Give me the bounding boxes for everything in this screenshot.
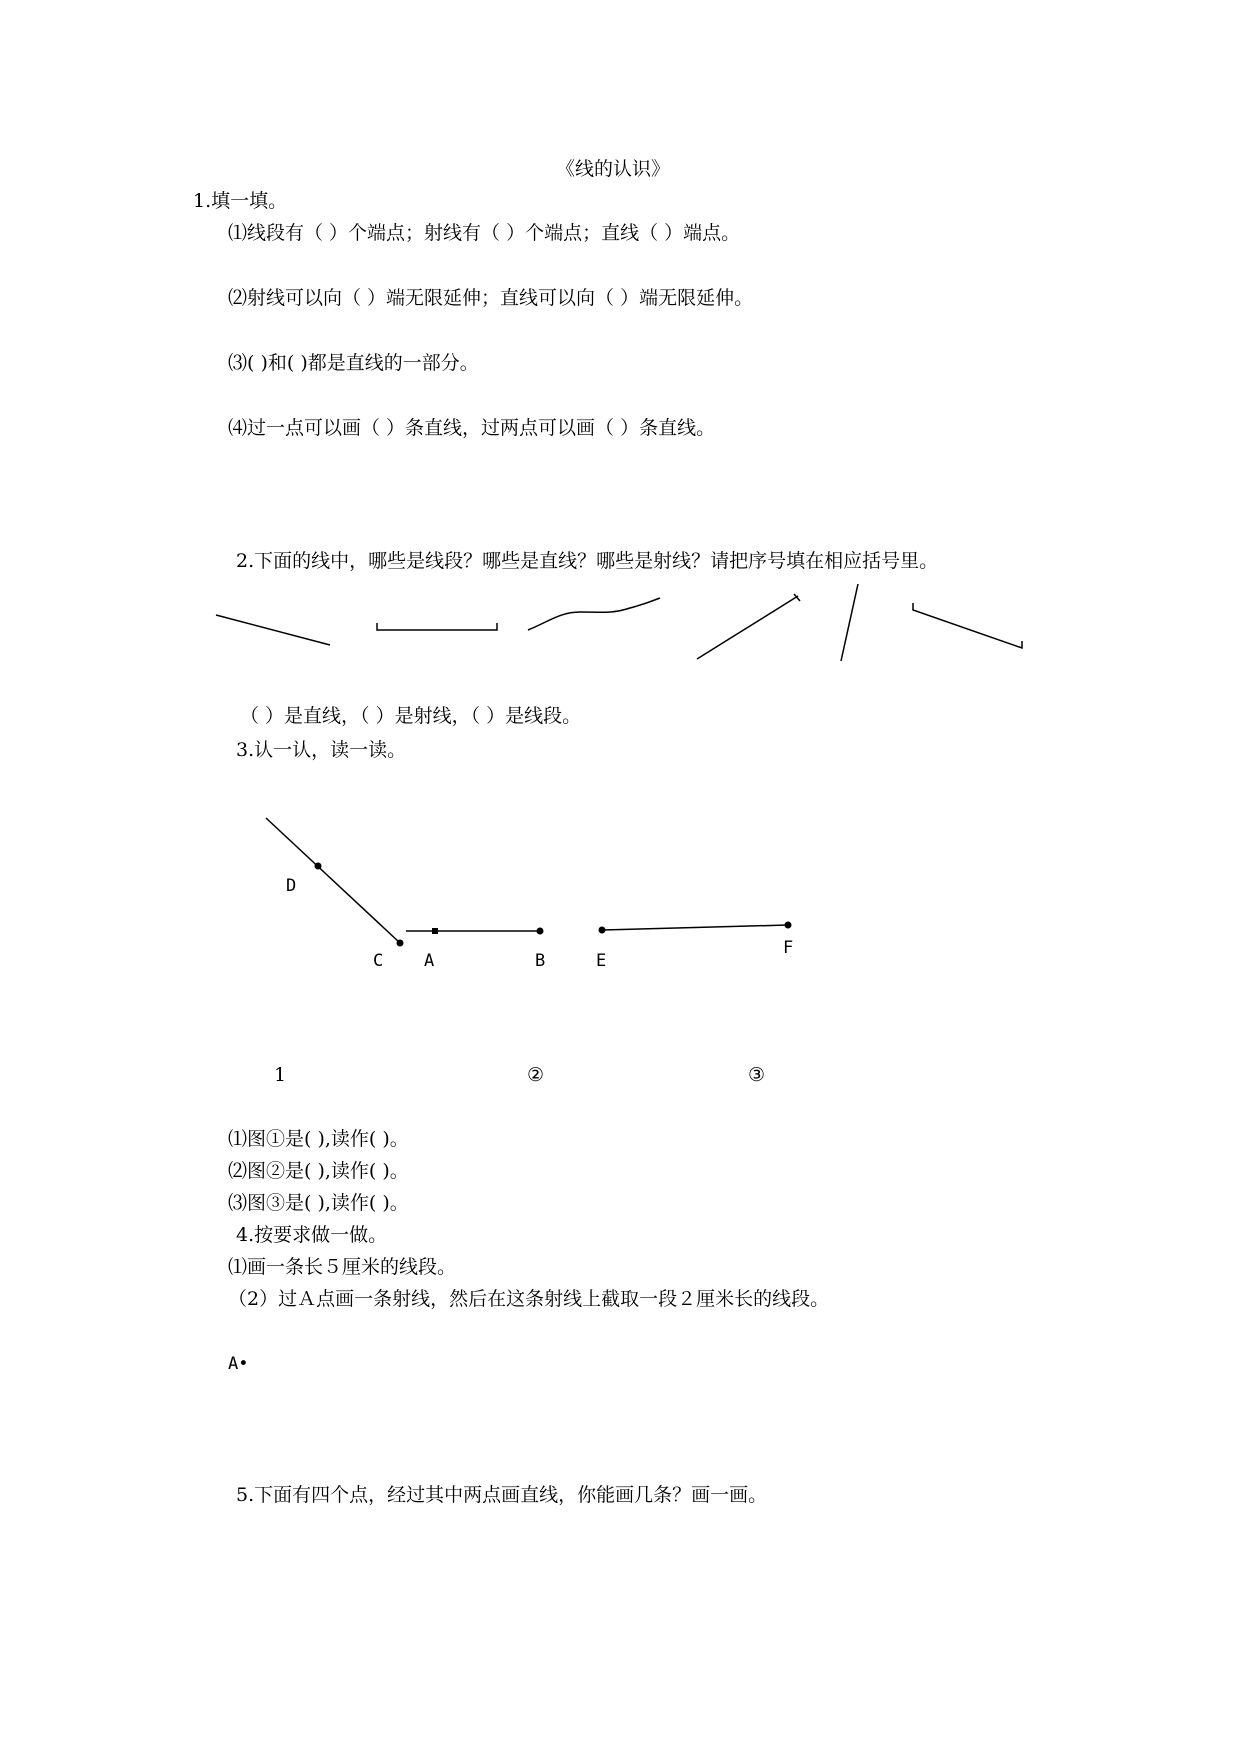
q2-heading: 2.下面的线中，哪些是线段？哪些是直线？哪些是射线？请把序号填在相应括号里。 xyxy=(236,550,939,572)
q2-answer-line: （ ）是直线，（ ）是射线，（ ）是线段。 xyxy=(240,705,582,727)
q2-line-5 xyxy=(841,584,858,661)
q2-line-3 xyxy=(528,598,660,630)
q1-item-4: ⑷过一点可以画（ ）条直线，过两点可以画（ ）条直线。 xyxy=(228,417,716,439)
page-title: 《线的认识》 xyxy=(556,158,671,180)
q4-point-a: A• xyxy=(228,1354,249,1374)
q3-label-f: F xyxy=(783,938,794,958)
q3-item-3: ⑶图③是( ),读作( )。 xyxy=(228,1192,409,1214)
q4-item-2: （2）过Ａ点画一条射线，然后在这条射线上截取一段２厘米长的线段。 xyxy=(228,1288,830,1310)
q3-point-a xyxy=(432,928,438,934)
q3-point-f xyxy=(785,922,792,929)
q3-point-e xyxy=(599,927,606,934)
q3-label-b: B xyxy=(535,951,546,971)
q2-line-4 xyxy=(697,596,798,659)
q3-item-2: ⑵图②是( ),读作( )。 xyxy=(228,1160,409,1182)
q3-label-a: A xyxy=(424,951,435,971)
q4-item-1: ⑴画一条长５厘米的线段。 xyxy=(228,1256,457,1278)
q4-heading: 4.按要求做一做。 xyxy=(236,1224,388,1246)
q3-label-c: C xyxy=(373,951,384,971)
q1-item-3: ⑶( )和( )都是直线的一部分。 xyxy=(228,352,479,374)
q3-label-d: D xyxy=(286,876,297,896)
q2-line-2 xyxy=(377,623,497,630)
q3-heading: 3.认一认，读一读。 xyxy=(236,739,407,761)
q1-heading: 1.填一填。 xyxy=(193,190,288,212)
q3-point-d xyxy=(315,863,322,870)
q3-figure-number-1: 1 xyxy=(274,1064,287,1086)
q2-line-1 xyxy=(216,615,330,645)
q1-item-2: ⑵射线可以向（ ）端无限延伸；直线可以向（ ）端无限延伸。 xyxy=(228,287,754,309)
q3-point-c xyxy=(397,940,404,947)
q3-point-b xyxy=(537,928,544,935)
q1-item-1: ⑴线段有（ ）个端点；射线有（ ）个端点；直线（ ）端点。 xyxy=(228,222,741,244)
q2-line-6 xyxy=(913,603,1022,648)
q3-figure-number-3: ③ xyxy=(748,1064,766,1086)
q3-figure-number-2: ② xyxy=(527,1064,545,1086)
q3-item-1: ⑴图①是( ),读作( )。 xyxy=(228,1128,409,1150)
q3-label-e: E xyxy=(596,951,607,971)
q5-heading: 5.下面有四个点，经过其中两点画直线，你能画几条？画一画。 xyxy=(236,1484,768,1506)
q3-ray-ef xyxy=(602,925,788,930)
